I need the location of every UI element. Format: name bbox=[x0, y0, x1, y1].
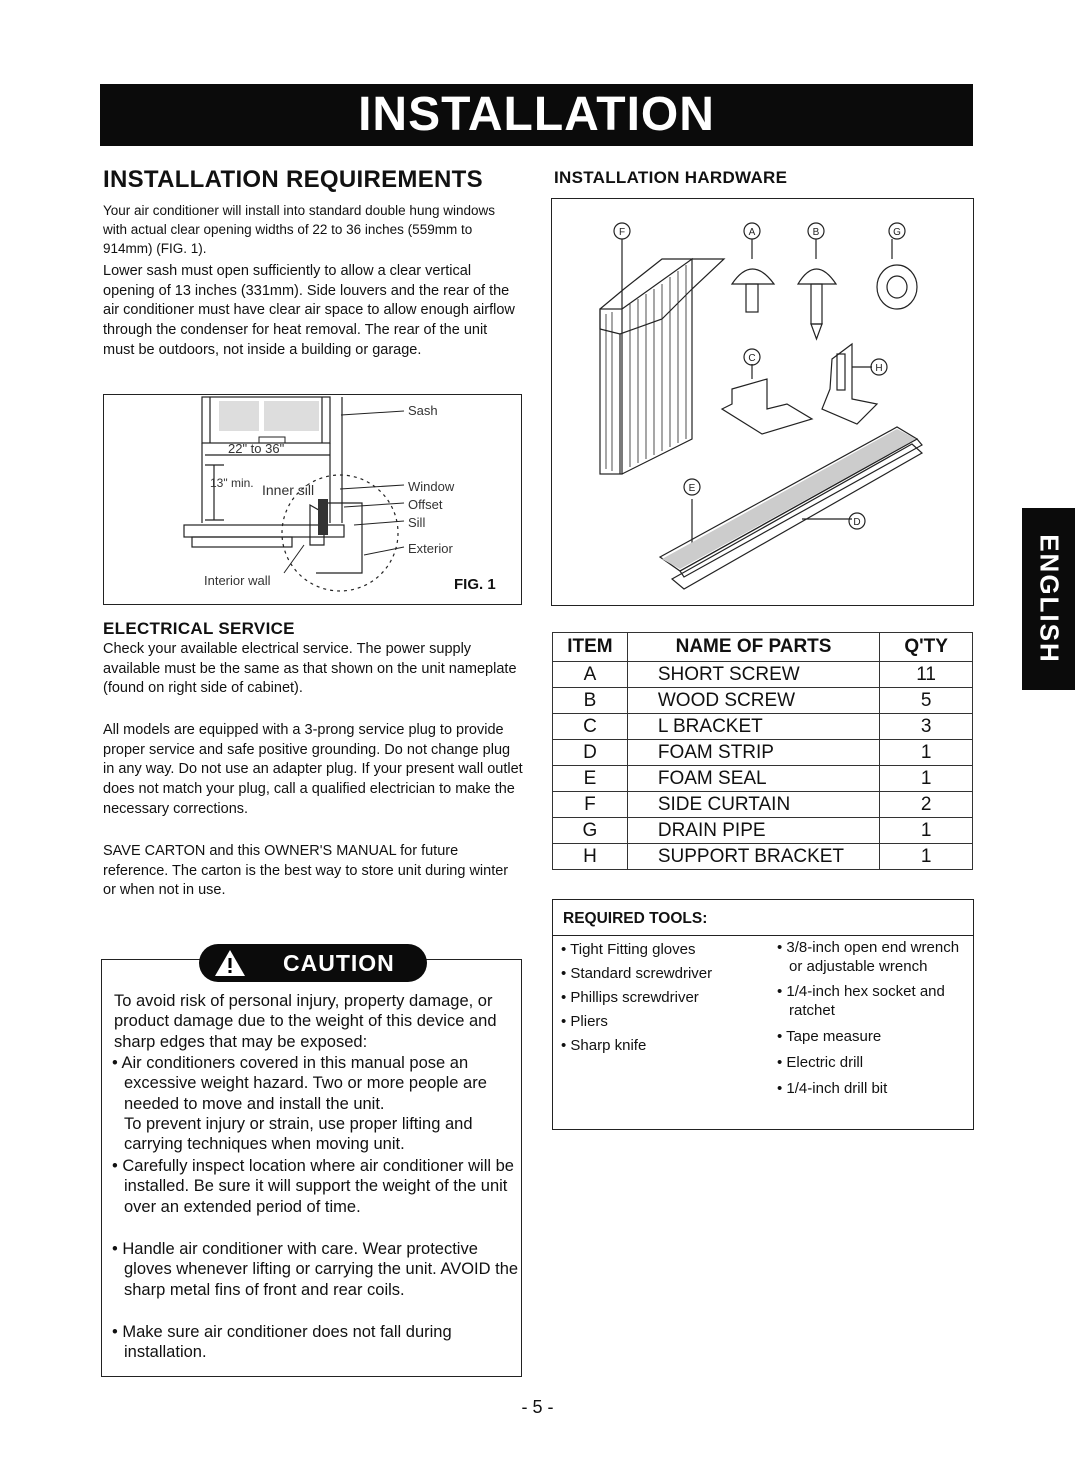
requirements-para-2: Lower sash must open sufficiently to allow a clear vertical opening of 13 inches (331mm). Side louvers and the rear of the air conditioner must have clear air space to allow enough airflow through the condenser for heat removal. The rear of the unit must be outdoors, not inside a building or garage. bbox=[103, 263, 515, 358]
tools-right-list bbox=[777, 938, 971, 1098]
table-row bbox=[553, 688, 973, 714]
caution-bullet-1: • Air conditioners covered in this manual pose an excessive weight hazard. Two or more people are needed to move and install the unit. bbox=[112, 1054, 487, 1113]
tool-item: • Tight Fitting gloves bbox=[561, 941, 696, 958]
caution-label: CAUTION bbox=[283, 950, 395, 976]
language-tab-label: ENGLISH bbox=[1034, 534, 1064, 664]
fig1-label-offset: Offset bbox=[408, 497, 443, 512]
name-cell: FOAM STRIP bbox=[627, 740, 879, 766]
table-row bbox=[553, 766, 973, 792]
tool-item: • Standard screwdriver bbox=[561, 965, 713, 982]
tool-item: • Pliers bbox=[561, 1013, 608, 1030]
qty-cell: 1 bbox=[880, 818, 973, 844]
tools-heading: REQUIRED TOOLS: bbox=[563, 910, 708, 927]
item-cell: F bbox=[553, 792, 628, 818]
fig1-label-width: 22" to 36" bbox=[228, 441, 285, 456]
tool-item: • 1/4-inch drill bit bbox=[777, 1080, 888, 1097]
fig1-label-inner-sill: Inner sill bbox=[262, 482, 315, 498]
item-cell: C bbox=[553, 714, 628, 740]
parts-table-header bbox=[553, 633, 973, 662]
name-cell: FOAM SEAL bbox=[627, 766, 879, 792]
item-cell: H bbox=[553, 844, 628, 870]
header-item: ITEM bbox=[553, 633, 628, 662]
tools-box bbox=[552, 899, 974, 1130]
table-row bbox=[553, 844, 973, 870]
name-cell: SHORT SCREW bbox=[627, 662, 879, 688]
table-row bbox=[553, 792, 973, 818]
electrical-heading: ELECTRICAL SERVICE bbox=[103, 619, 295, 638]
page-number: - 5 - bbox=[521, 1397, 554, 1417]
hardware-label-e: E bbox=[688, 483, 696, 494]
tool-item: • 1/4-inch hex socket and ratchet bbox=[777, 983, 945, 1019]
caution-banner bbox=[199, 944, 427, 982]
electrical-para-3: SAVE CARTON and this OWNER'S MANUAL for future reference. The carton is the best way to store unit during winter or when not in use. bbox=[103, 843, 509, 899]
hardware-label-c: C bbox=[748, 353, 756, 364]
name-cell: SIDE CURTAIN bbox=[627, 792, 879, 818]
fig1-label-window: Window bbox=[408, 479, 455, 494]
hardware-label-b: B bbox=[812, 227, 820, 238]
fig1-label-min: 13" min. bbox=[210, 476, 254, 490]
qty-cell: 5 bbox=[880, 688, 973, 714]
page-banner: INSTALLATION bbox=[100, 84, 973, 146]
hardware-label-h: H bbox=[875, 363, 883, 374]
item-cell: D bbox=[553, 740, 628, 766]
caution-intro: To avoid risk of personal injury, property damage, or product damage due to the weight of this device and sharp edges that may be exposed: bbox=[114, 992, 497, 1051]
tool-item: • 3/8-inch open end wrench or adjustable wrench bbox=[777, 939, 960, 975]
fig1-label-exterior: Exterior bbox=[408, 541, 453, 556]
qty-cell: 1 bbox=[880, 740, 973, 766]
qty-cell: 3 bbox=[880, 714, 973, 740]
fig1-diagram bbox=[104, 395, 520, 603]
hardware-heading: INSTALLATION HARDWARE bbox=[554, 168, 788, 187]
requirements-para-1: Your air conditioner will install into standard double hung windows with actual clear opening widths of 22 to 36 inches (559mm to 914mm) (FIG. 1). bbox=[103, 203, 495, 256]
tools-divider bbox=[552, 935, 974, 936]
fig1-label-sill: Sill bbox=[408, 515, 426, 530]
caution-bullet-2: • Carefully inspect location where air conditioner will be installed. Be sure it will support the weight of the unit over an extended period of time. bbox=[112, 1157, 514, 1216]
fig1-box bbox=[103, 394, 522, 605]
item-cell: G bbox=[553, 818, 628, 844]
electrical-para-2: All models are equipped with a 3-prong service plug to provide proper service and safe positive grounding. Do not change plug in any way. Do not use an adapter plug. If your present wall outlet does not match your plug, call a qualified electrician to make the necessary corrections. bbox=[103, 722, 523, 817]
caution-bullet-1b: To prevent injury or strain, use proper lifting and carrying techniques when moving unit. bbox=[124, 1115, 473, 1154]
tools-left-list bbox=[561, 938, 773, 1058]
name-cell: SUPPORT BRACKET bbox=[627, 844, 879, 870]
tool-item: • Tape measure bbox=[777, 1028, 882, 1045]
fig1-caption: FIG. 1 bbox=[454, 576, 496, 593]
tool-item: • Phillips screwdriver bbox=[561, 989, 699, 1006]
qty-cell: 1 bbox=[880, 844, 973, 870]
tool-item: • Sharp knife bbox=[561, 1037, 647, 1054]
name-cell: WOOD SCREW bbox=[627, 688, 879, 714]
item-cell: A bbox=[553, 662, 628, 688]
item-cell: E bbox=[553, 766, 628, 792]
language-tab bbox=[1022, 508, 1075, 690]
requirements-heading: INSTALLATION REQUIREMENTS bbox=[103, 166, 483, 193]
fig1-label-interior-wall: Interior wall bbox=[204, 573, 271, 588]
qty-cell: 2 bbox=[880, 792, 973, 818]
hardware-label-d: D bbox=[853, 517, 861, 528]
hardware-figure bbox=[551, 198, 974, 606]
table-row bbox=[553, 714, 973, 740]
table-row bbox=[553, 662, 973, 688]
hardware-label-g: G bbox=[893, 227, 901, 238]
hardware-label-a: A bbox=[748, 227, 756, 238]
header-name: NAME OF PARTS bbox=[627, 633, 879, 662]
name-cell: L BRACKET bbox=[627, 714, 879, 740]
parts-table bbox=[552, 632, 973, 870]
header-qty: Q'TY bbox=[880, 633, 973, 662]
table-row bbox=[553, 740, 973, 766]
qty-cell: 1 bbox=[880, 766, 973, 792]
warning-triangle-icon bbox=[213, 948, 247, 978]
hardware-label-f: F bbox=[618, 227, 626, 238]
name-cell: DRAIN PIPE bbox=[627, 818, 879, 844]
electrical-para-1: Check your available electrical service. The power supply available must be the same as that shown on the unit nameplate (found on right side of cabinet). bbox=[103, 641, 517, 697]
table-row bbox=[553, 818, 973, 844]
caution-bullet-3: • Handle air conditioner with care. Wear protective gloves whenever lifting or carrying the unit. AVOID the sharp metal fins of front and rear coils. bbox=[112, 1240, 519, 1299]
qty-cell: 11 bbox=[880, 662, 973, 688]
fig1-label-sash: Sash bbox=[408, 403, 438, 418]
caution-bullet-4: • Make sure air conditioner does not fall during installation. bbox=[112, 1323, 452, 1362]
item-cell: B bbox=[553, 688, 628, 714]
hardware-diagram bbox=[552, 199, 972, 604]
tool-item: • Electric drill bbox=[777, 1054, 864, 1071]
